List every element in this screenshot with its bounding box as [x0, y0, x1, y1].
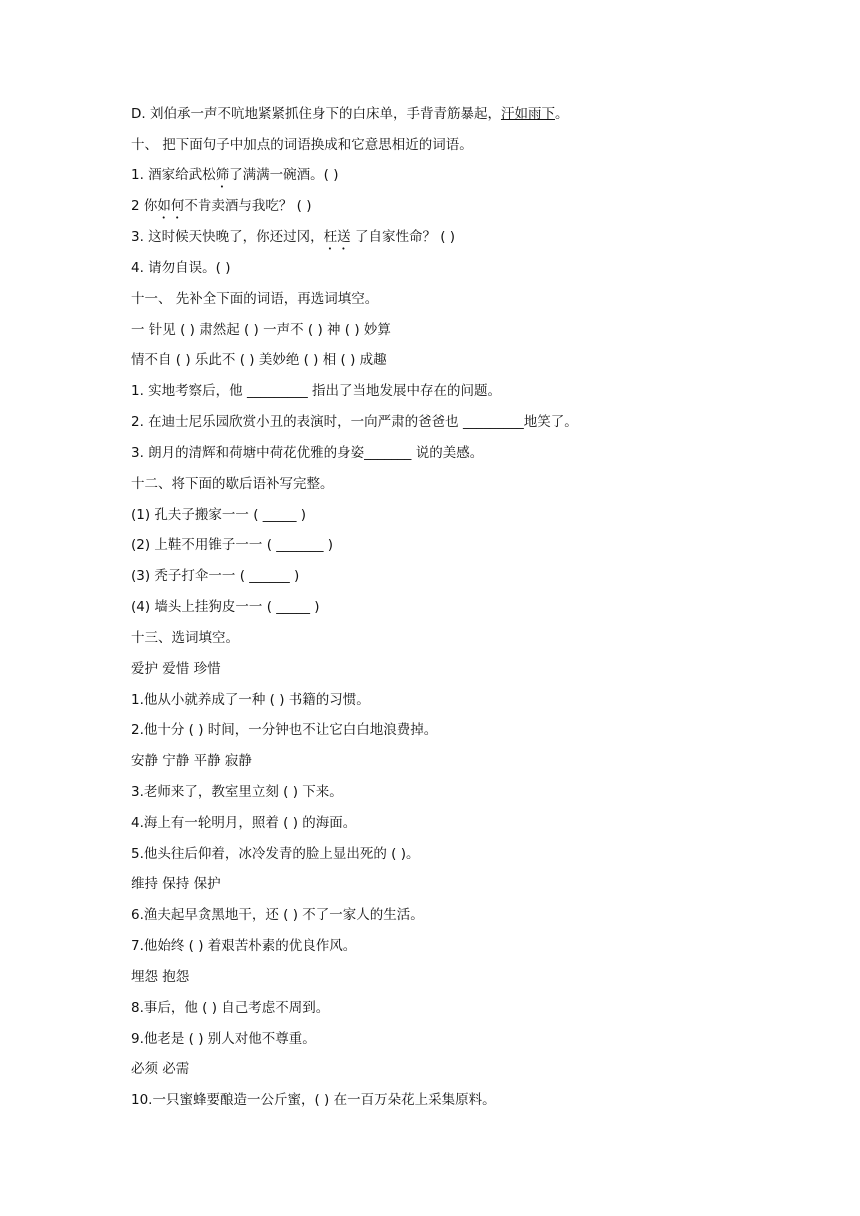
word-group-1: 爱护 爱惜 珍惜	[131, 661, 221, 677]
section-13-heading: 十三、选词填空。	[131, 630, 239, 646]
word-group-5: 必须 必需	[131, 1061, 190, 1077]
question-9: 9.他老是 ( ) 别人对他不尊重。	[131, 1031, 316, 1047]
section-11-heading: 十一、 先补全下面的词语，再选词填空。	[131, 291, 379, 307]
section-12-item-4: (4) 墙头上挂狗皮一一 ( _____ )	[131, 599, 320, 615]
question-7: 7.他始终 ( ) 着艰苦朴素的优良作风。	[131, 938, 357, 954]
question-4: 4.海上有一轮明月，照着 ( ) 的海面。	[131, 815, 357, 831]
word-group-3: 维持 保持 保护	[131, 876, 221, 892]
section-12-item-3: (3) 秃子打伞一一 ( ______ )	[131, 568, 300, 584]
section-11-item-2: 2. 在迪士尼乐园欣赏小丑的表演时，一向严肃的爸爸也 _________地笑了。	[131, 414, 578, 430]
section-11-words-row-2: 情不自 ( ) 乐此不 ( ) 美妙绝 ( ) 相 ( ) 成趣	[131, 352, 387, 368]
item-text: 2 你	[131, 198, 158, 214]
item-text: 了满满一碗酒。( )	[229, 167, 339, 183]
option-d-text: D. 刘伯承一声不吭地紧紧抓住身下的白床单，手背青筋暴起，	[131, 106, 501, 122]
section-10-item-4: 4. 请勿自误。( )	[131, 260, 231, 276]
section-12-heading: 十二、将下面的歇后语补写完整。	[131, 476, 334, 492]
section-10-item-1	[131, 165, 339, 191]
item-text: 了自家性命？ ( )	[350, 229, 456, 245]
section-10-heading: 十、 把下面句子中加点的词语换成和它意思相近的词语。	[131, 137, 473, 153]
question-8: 8.事后，他 ( ) 自己考虑不周到。	[131, 1000, 330, 1016]
question-10: 10.一只蜜蜂要酿造一公斤蜜，( ) 在一百万朵花上采集原料。	[131, 1092, 496, 1108]
item-text: 不肯卖酒与我吃？ ( )	[184, 198, 312, 214]
section-12-item-1: (1) 孔夫子搬家一一 ( _____ )	[131, 507, 307, 523]
section-11-item-1: 1. 实地考察后，他 _________ 指出了当地发展中存在的问题。	[131, 383, 502, 399]
section-11-words-row-1: 一 针见 ( ) 肃然起 ( ) 一声不 ( ) 神 ( ) 妙算	[131, 322, 391, 338]
word-group-2: 安静 宁静 平静 寂静	[131, 753, 252, 769]
question-2: 2.他十分 ( ) 时间，一分钟也不让它白白地浪费掉。	[131, 722, 438, 738]
item-text: 1. 酒家给武松	[131, 167, 216, 183]
word-group-4: 埋怨 抱怨	[131, 969, 190, 985]
option-d-end: 。	[554, 106, 569, 122]
item-text: 3. 这时候天快晚了，你还过冈，	[131, 229, 324, 245]
question-3: 3.老师来了，教室里立刻 ( ) 下来。	[131, 784, 343, 800]
question-1: 1.他从小就养成了一种 ( ) 书籍的习惯。	[131, 692, 370, 708]
question-5: 5.他头往后仰着，冰冷发青的脸上显出死的 ( )。	[131, 846, 420, 862]
dotted-word: 如何	[157, 198, 185, 214]
question-6: 6.渔夫起早贪黑地干，还 ( ) 不了一家人的生活。	[131, 907, 424, 923]
section-10-item-2	[131, 196, 312, 222]
option-d-line	[131, 104, 568, 124]
dotted-word: 筛	[215, 167, 230, 183]
dotted-word: 枉送	[323, 229, 351, 245]
section-10-item-3	[131, 227, 455, 253]
option-d-underlined-phrase: 汗如雨下	[500, 106, 555, 122]
section-11-item-3: 3. 朗月的清辉和荷塘中荷花优雅的身姿_______ 说的美感。	[131, 445, 484, 461]
section-12-item-2: (2) 上鞋不用锥子一一 ( _______ )	[131, 537, 334, 553]
